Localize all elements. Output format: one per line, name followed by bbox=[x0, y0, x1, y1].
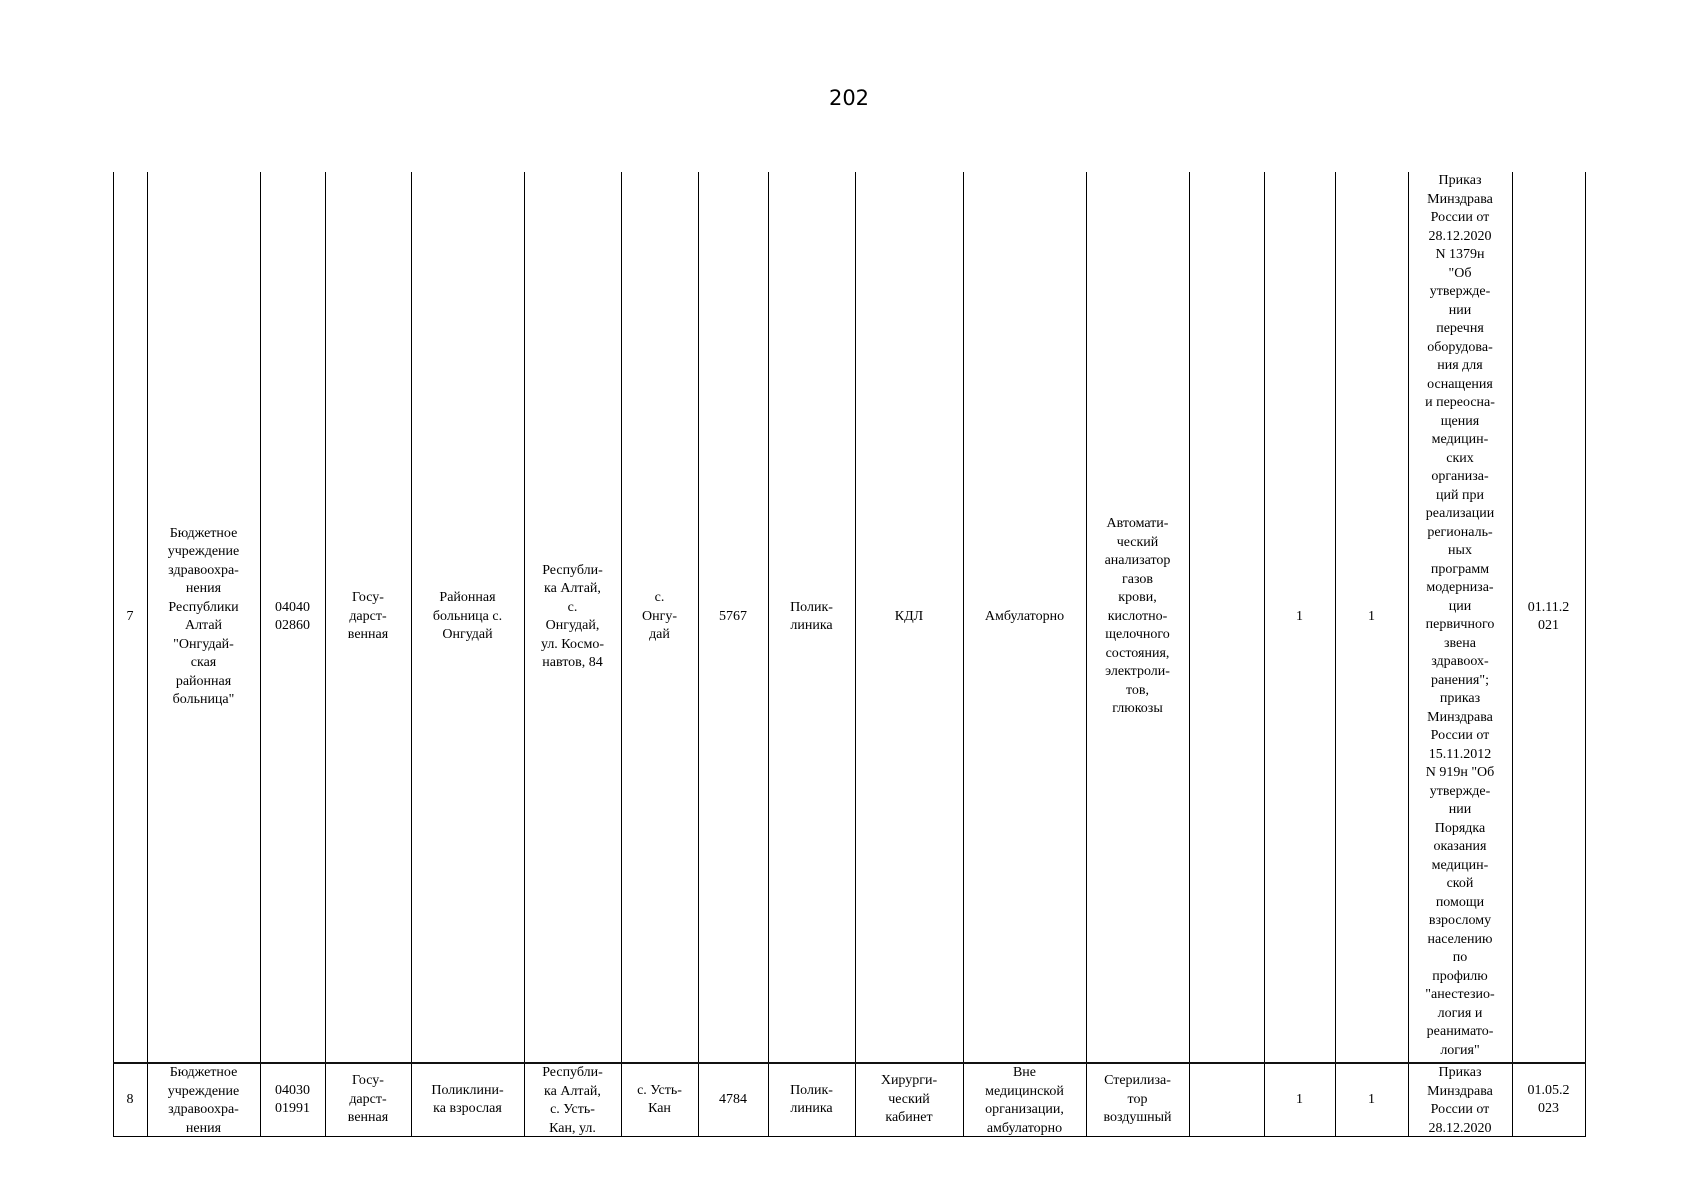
organization-code: 04030 01991 bbox=[275, 1082, 310, 1116]
care-conditions: Амбулаторно bbox=[984, 608, 1065, 624]
equipment-table bbox=[113, 172, 1586, 1137]
population: 4784 bbox=[719, 1091, 747, 1107]
extra-column bbox=[1189, 1064, 1264, 1136]
date: 01.11.2 021 bbox=[1527, 599, 1570, 633]
column-border bbox=[1585, 172, 1586, 1137]
quantity-planned: 1 bbox=[1368, 608, 1375, 624]
quantity-required: 1 bbox=[1296, 1091, 1303, 1107]
date: 01.05.2 023 bbox=[1527, 1082, 1570, 1116]
subdivision: Полик- линика bbox=[790, 599, 833, 633]
structural-unit: Районная больница с. Онгудай bbox=[432, 590, 503, 643]
organization-name: Бюджетное учреждение здравоохра- нения bbox=[167, 1065, 240, 1136]
organization-code: 04040 02860 bbox=[275, 599, 310, 633]
structural-unit: Поликлини- ка взрослая bbox=[431, 1082, 504, 1116]
ownership-form: Госу- дарст- венная bbox=[347, 590, 389, 643]
department: КДЛ bbox=[894, 608, 924, 624]
page-number: 202 bbox=[828, 86, 870, 110]
locality: с. Онгу- дай bbox=[641, 590, 677, 643]
care-conditions: Вне медицинской организации, амбулаторно bbox=[985, 1065, 1064, 1136]
quantity-required: 1 bbox=[1296, 608, 1303, 624]
row-number: 7 bbox=[126, 608, 134, 624]
quantity-planned: 1 bbox=[1368, 1091, 1375, 1107]
locality: с. Усть- Кан bbox=[637, 1082, 682, 1116]
extra-column bbox=[1189, 172, 1264, 1062]
organization-name: Бюджетное учреждение здравоохра- нения Республики Алтай "Онгудай- ская районная больница" bbox=[167, 525, 240, 707]
population: 5767 bbox=[719, 608, 747, 624]
ownership-form: Госу- дарст- венная bbox=[347, 1073, 389, 1126]
equipment-name: Автомати- ческий анализатор газов крови, кислотно- щелочного состояния, электроли- тов, глюкозы bbox=[1104, 516, 1171, 717]
subdivision: Полик- линика bbox=[790, 1082, 833, 1116]
row-border bbox=[113, 1136, 1586, 1137]
address: Республи- ка Алтай, с. Усть- Кан, ул. bbox=[542, 1065, 603, 1136]
department: Хирурги- ческий кабинет bbox=[880, 1073, 938, 1126]
address: Республи- ка Алтай, с. Онгудай, ул. Космо- навтов, 84 bbox=[540, 562, 605, 670]
legal-basis: Приказ Минздрава России от 28.12.2020 N 1379н "Об утвержде- нии перечня оборудова- ния для оснащения и переосна- щения медицин- ских организа- ций при реализации региональ- ных программ модерниза- ции первичного звена здравоох- ранения"; приказ Минздрава России от 15.11.2012 N 919н "Об утвержде- нии Порядка оказания медицин- ской помощи взрослому населению по профилю "анестезио- логия и реанимато- логия" bbox=[1425, 173, 1495, 1058]
row-number: 8 bbox=[126, 1091, 134, 1107]
legal-basis: Приказ Минздрава России от 28.12.2020 bbox=[1427, 1065, 1493, 1136]
equipment-name: Стерилиза- тор воздушный bbox=[1103, 1073, 1172, 1126]
